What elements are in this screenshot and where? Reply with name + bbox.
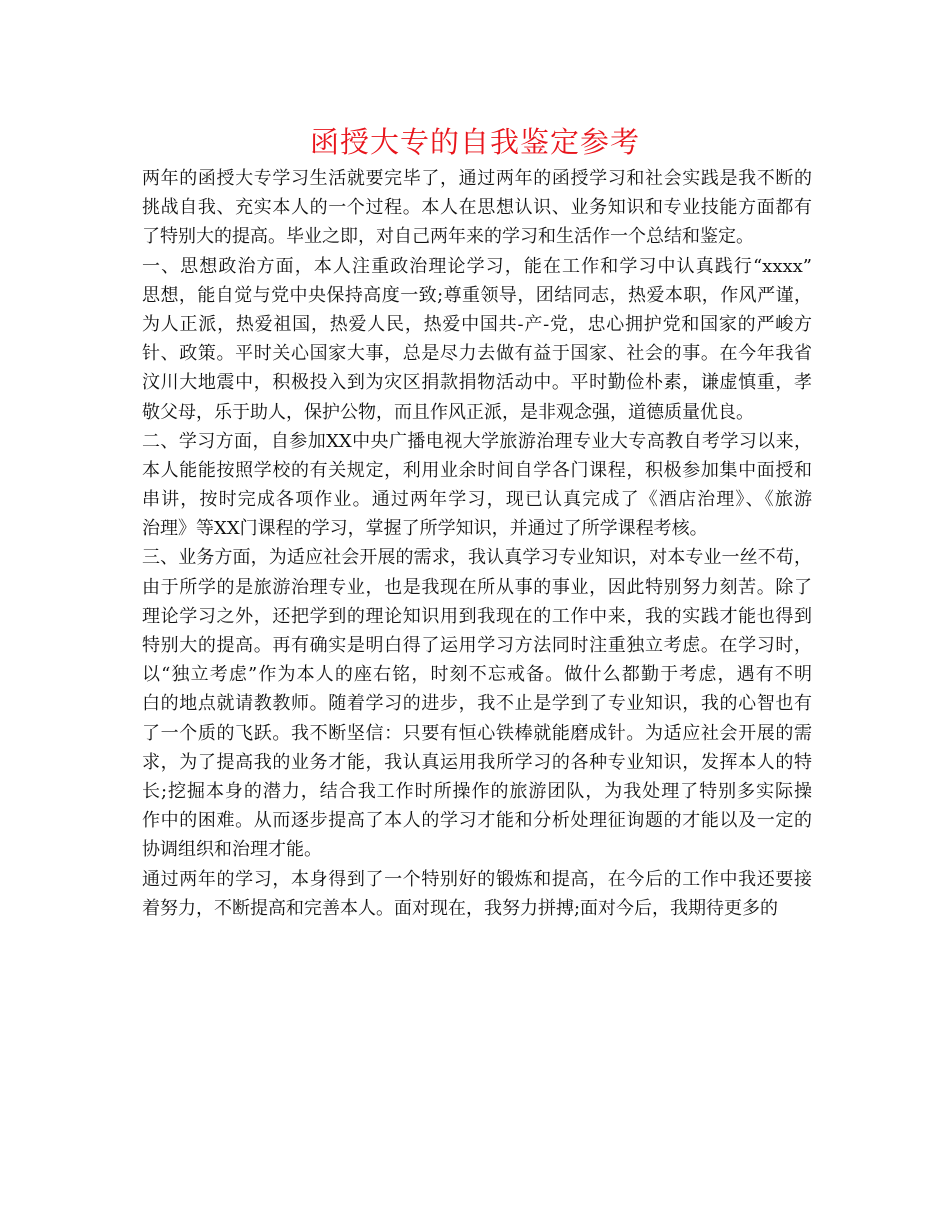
document-title: 函授大专的自我鉴定参考 — [309, 125, 640, 159]
body-line: 针、政策。平时关心国家大事，总是尽力去做有益于国家、社会的事。在今年我省 — [142, 343, 812, 365]
body-line: 两年的函授大专学习生活就要完毕了，通过两年的函授学习和社会实践是我不断的 — [142, 168, 812, 189]
body-line: 一、思想政治方面，本人注重政治理论学习，能在工作和学习中认真践行“xxxx” — [142, 255, 812, 277]
body-line: 以“独立考虑”作为本人的座右铭，时刻不忘戒备。做什么都勤于考虑，遇有不明 — [142, 664, 812, 686]
body-line: 由于所学的是旅游治理专业，也是我现在所从事的事业，因此特别努力刻苦。除了 — [142, 576, 812, 598]
body-line: 本人能能按照学校的有关规定，利用业余时间自学各门课程，积极参加集中面授和 — [142, 459, 812, 481]
body-line: 长;挖掘本身的潜力，结合我工作时所操作的旅游团队，为我处理了特别多实际操 — [142, 780, 812, 802]
body-line: 汶川大地震中，积极投入到为灾区捐款捐物活动中。平时勤俭朴素，谦虚慎重，孝 — [142, 372, 812, 394]
body-line: 白的地点就请教教师。随着学习的进步，我不止是学到了专业知识，我的心智也有 — [142, 693, 812, 715]
body-line: 串讲，按时完成各项作业。通过两年学习，现已认真完成了《酒店治理》、《旅游 — [142, 489, 812, 511]
body-line: 为人正派，热爱祖国，热爱人民，热爱中国共-产-党，忠心拥护党和国家的严峻方 — [142, 313, 812, 335]
body-line: 特别大的提高。再有确实是明白得了运用学习方法同时注重独立考虑。在学习时， — [142, 635, 812, 656]
body-line: 求，为了提高我的业务才能，我认真运用我所学习的各种专业知识，发挥本人的特 — [142, 751, 812, 773]
body-line: 治理》等XX门课程的学习，掌握了所学知识，并通过了所学课程考核。 — [142, 518, 708, 540]
body-line: 作中的困难。从而逐步提高了本人的学习才能和分析处理征询题的才能以及一定的 — [142, 810, 812, 832]
body-line: 了特别大的提高。毕业之即，对自己两年来的学习和生活作一个总结和鉴定。 — [142, 226, 754, 248]
body-line: 三、业务方面，为适应社会开展的需求，我认真学习专业知识，对本专业一丝不苟， — [142, 547, 812, 569]
body-line: 了一个质的飞跃。我不断坚信：只要有恒心铁棒就能磨成针。为适应社会开展的需 — [142, 722, 812, 744]
body-line: 二、学习方面，自参加XX中央广播电视大学旅游治理专业大专高教自考学习以来， — [142, 430, 812, 452]
body-line: 思想，能自觉与党中央保持高度一致;尊重领导，团结同志，热爱本职，作风严谨， — [142, 284, 812, 306]
body-line: 协调组织和治理才能。 — [142, 839, 322, 861]
document-body — [142, 164, 812, 923]
body-line: 挑战自我、充实本人的一个过程。本人在思想认识、业务知识和专业技能方面都有 — [142, 197, 812, 219]
body-line: 理论学习之外，还把学到的理论知识用到我现在的工作中来，我的实践才能也得到 — [142, 605, 812, 627]
body-line: 通过两年的学习，本身得到了一个特别好的锻炼和提高，在今后的工作中我还要接 — [142, 868, 812, 890]
body-line: 敬父母，乐于助人，保护公物，而且作风正派，是非观念强，道德质量优良。 — [142, 401, 754, 423]
body-line: 着努力，不断提高和完善本人。面对现在，我努力拼搏;面对今后，我期待更多的 — [142, 897, 779, 919]
